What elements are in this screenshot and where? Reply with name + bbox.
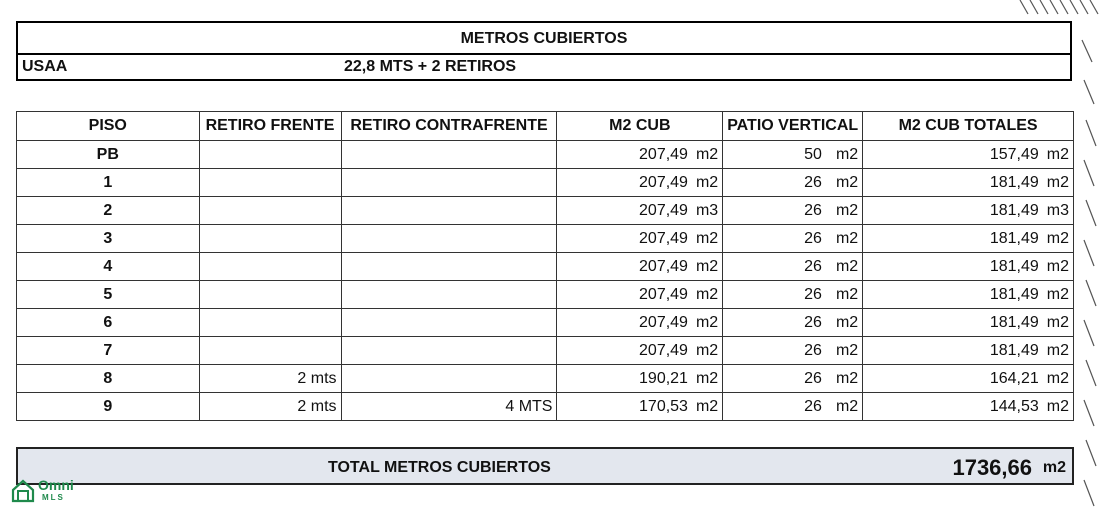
total-unit: m2 bbox=[1046, 285, 1069, 303]
total-unit: m2 bbox=[1046, 341, 1069, 359]
omni-mls-logo bbox=[10, 476, 90, 506]
cell-retiro-contrafrente bbox=[341, 141, 557, 169]
cell-patio-vertical bbox=[723, 309, 863, 337]
m2-cub-unit: m2 bbox=[695, 397, 719, 415]
total-unit: m2 bbox=[1046, 313, 1069, 331]
patio-unit: m2 bbox=[835, 201, 859, 219]
total-value: 181,49 bbox=[989, 257, 1039, 275]
cell-patio-vertical bbox=[723, 393, 863, 421]
cell-m2-cub bbox=[557, 281, 723, 309]
cell-patio-vertical bbox=[723, 169, 863, 197]
patio-value: 26 bbox=[804, 285, 822, 303]
cell-patio-vertical bbox=[723, 253, 863, 281]
cell-m2-cub-totales bbox=[863, 141, 1074, 169]
table-row bbox=[17, 337, 1074, 365]
cell-retiro-contrafrente bbox=[341, 337, 557, 365]
total-unit: m2 bbox=[1046, 257, 1069, 275]
cell-patio-vertical bbox=[723, 337, 863, 365]
cell-retiro-frente bbox=[199, 141, 341, 169]
cell-patio-vertical bbox=[723, 197, 863, 225]
total-unit: m2 bbox=[1046, 145, 1069, 163]
total-unit: m3 bbox=[1046, 201, 1069, 219]
patio-value: 26 bbox=[804, 173, 822, 191]
m2-cub-unit: m2 bbox=[695, 173, 719, 191]
cell-retiro-contrafrente bbox=[341, 281, 557, 309]
m2-cub-unit: m2 bbox=[695, 341, 719, 359]
page-title: METROS CUBIERTOS bbox=[18, 23, 1070, 55]
cell-patio-vertical bbox=[723, 281, 863, 309]
total-unit: m2 bbox=[1046, 229, 1069, 247]
cell-retiro-contrafrente bbox=[341, 197, 557, 225]
logo-name: Omni bbox=[38, 477, 74, 493]
cell-piso: 3 bbox=[17, 225, 200, 253]
patio-value: 26 bbox=[804, 229, 822, 247]
cell-m2-cub-totales bbox=[863, 169, 1074, 197]
m2-cub-value: 207,49 bbox=[639, 257, 688, 275]
cell-piso: PB bbox=[17, 141, 200, 169]
table-row bbox=[17, 197, 1074, 225]
cell-piso: 7 bbox=[17, 337, 200, 365]
m2-cub-unit: m2 bbox=[695, 369, 719, 387]
table-row bbox=[17, 141, 1074, 169]
patio-value: 26 bbox=[804, 397, 822, 415]
col-header-m2-cub-totales: M2 CUB TOTALES bbox=[863, 112, 1074, 141]
floor-area-table bbox=[16, 111, 1074, 421]
m2-cub-unit: m2 bbox=[695, 229, 719, 247]
total-value: 157,49 bbox=[989, 145, 1039, 163]
cell-retiro-contrafrente bbox=[341, 309, 557, 337]
cell-retiro-contrafrente bbox=[341, 253, 557, 281]
total-unit: m2 bbox=[1042, 459, 1066, 476]
table-header-row bbox=[17, 112, 1074, 141]
col-header-retiro-contrafrente: RETIRO CONTRAFRENTE bbox=[341, 112, 557, 141]
cell-m2-cub-totales bbox=[863, 197, 1074, 225]
patio-value: 26 bbox=[804, 369, 822, 387]
patio-unit: m2 bbox=[835, 369, 859, 387]
patio-unit: m2 bbox=[835, 229, 859, 247]
cell-piso: 6 bbox=[17, 309, 200, 337]
cell-m2-cub bbox=[557, 309, 723, 337]
cell-retiro-contrafrente: 4 MTS bbox=[341, 393, 557, 421]
patio-unit: m2 bbox=[835, 257, 859, 275]
cell-m2-cub bbox=[557, 141, 723, 169]
cell-retiro-frente bbox=[199, 281, 341, 309]
cell-piso: 4 bbox=[17, 253, 200, 281]
total-value: 181,49 bbox=[989, 341, 1039, 359]
patio-unit: m2 bbox=[835, 173, 859, 191]
total-value: 164,21 bbox=[989, 369, 1039, 387]
cell-retiro-frente bbox=[199, 253, 341, 281]
total-value: 144,53 bbox=[989, 397, 1039, 415]
total-value: 181,49 bbox=[989, 285, 1039, 303]
m2-cub-unit: m2 bbox=[695, 313, 719, 331]
cell-retiro-frente bbox=[199, 225, 341, 253]
cell-retiro-frente bbox=[199, 337, 341, 365]
cell-piso: 5 bbox=[17, 281, 200, 309]
m2-cub-value: 207,49 bbox=[639, 145, 688, 163]
cell-m2-cub bbox=[557, 225, 723, 253]
m2-cub-value: 170,53 bbox=[639, 397, 688, 415]
m2-cub-unit: m2 bbox=[695, 145, 719, 163]
total-unit: m2 bbox=[1046, 397, 1069, 415]
cell-retiro-contrafrente bbox=[341, 225, 557, 253]
table-row bbox=[17, 309, 1074, 337]
cell-patio-vertical bbox=[723, 141, 863, 169]
total-value: 181,49 bbox=[989, 201, 1039, 219]
cell-m2-cub-totales bbox=[863, 393, 1074, 421]
col-header-retiro-frente: RETIRO FRENTE bbox=[199, 112, 341, 141]
patio-value: 26 bbox=[804, 313, 822, 331]
col-header-piso: PISO bbox=[17, 112, 200, 141]
header-subrow bbox=[18, 55, 1070, 79]
m2-cub-value: 207,49 bbox=[639, 341, 688, 359]
m2-cub-value: 207,49 bbox=[639, 201, 688, 219]
m2-cub-value: 207,49 bbox=[639, 285, 688, 303]
cell-m2-cub-totales bbox=[863, 253, 1074, 281]
m2-cub-unit: m2 bbox=[695, 257, 719, 275]
cell-retiro-frente bbox=[199, 169, 341, 197]
cell-retiro-contrafrente bbox=[341, 169, 557, 197]
patio-unit: m2 bbox=[835, 285, 859, 303]
house-icon bbox=[10, 478, 36, 504]
cell-m2-cub bbox=[557, 337, 723, 365]
patio-unit: m2 bbox=[835, 341, 859, 359]
patio-value: 26 bbox=[804, 201, 822, 219]
cell-m2-cub-totales bbox=[863, 309, 1074, 337]
setback-note: 22,8 MTS + 2 RETIROS bbox=[344, 58, 517, 75]
cell-patio-vertical bbox=[723, 225, 863, 253]
cell-retiro-contrafrente bbox=[341, 365, 557, 393]
table-row bbox=[17, 253, 1074, 281]
logo-sub: MLS bbox=[42, 493, 65, 502]
patio-unit: m2 bbox=[835, 397, 859, 415]
cell-piso: 1 bbox=[17, 169, 200, 197]
cell-retiro-frente bbox=[199, 309, 341, 337]
cell-retiro-frente bbox=[199, 197, 341, 225]
table-row bbox=[17, 365, 1074, 393]
table-row bbox=[17, 169, 1074, 197]
cell-m2-cub-totales bbox=[863, 281, 1074, 309]
table-row bbox=[17, 281, 1074, 309]
total-value: 1736,66 bbox=[952, 455, 1032, 480]
patio-unit: m2 bbox=[835, 313, 859, 331]
cell-m2-cub bbox=[557, 393, 723, 421]
m2-cub-unit: m2 bbox=[695, 285, 719, 303]
table-row bbox=[17, 393, 1074, 421]
col-header-m2-cub: M2 CUB bbox=[557, 112, 723, 141]
patio-value: 26 bbox=[804, 257, 822, 275]
col-header-patio-vertical: PATIO VERTICAL bbox=[723, 112, 863, 141]
cell-m2-cub bbox=[557, 253, 723, 281]
m2-cub-value: 207,49 bbox=[639, 229, 688, 247]
cell-retiro-frente: 2 mts bbox=[199, 393, 341, 421]
table-row bbox=[17, 225, 1074, 253]
m2-cub-value: 207,49 bbox=[639, 173, 688, 191]
patio-value: 26 bbox=[804, 341, 822, 359]
header-box bbox=[16, 21, 1072, 81]
cell-piso: 2 bbox=[17, 197, 200, 225]
patio-value: 50 bbox=[804, 145, 822, 163]
m2-cub-unit: m3 bbox=[695, 201, 719, 219]
cell-m2-cub bbox=[557, 169, 723, 197]
zone-label: USAA bbox=[22, 58, 68, 75]
cell-m2-cub bbox=[557, 197, 723, 225]
cell-patio-vertical bbox=[723, 365, 863, 393]
cell-m2-cub-totales bbox=[863, 365, 1074, 393]
total-value: 181,49 bbox=[989, 229, 1039, 247]
m2-cub-value: 190,21 bbox=[639, 369, 688, 387]
cell-m2-cub-totales bbox=[863, 225, 1074, 253]
total-unit: m2 bbox=[1046, 173, 1069, 191]
cell-piso: 9 bbox=[17, 393, 200, 421]
total-label: TOTAL METROS CUBIERTOS bbox=[328, 459, 551, 476]
cell-m2-cub-totales bbox=[863, 337, 1074, 365]
cell-piso: 8 bbox=[17, 365, 200, 393]
total-unit: m2 bbox=[1046, 369, 1069, 387]
cell-retiro-frente: 2 mts bbox=[199, 365, 341, 393]
patio-unit: m2 bbox=[835, 145, 859, 163]
cell-m2-cub bbox=[557, 365, 723, 393]
total-value: 181,49 bbox=[989, 313, 1039, 331]
total-bar bbox=[16, 447, 1074, 485]
total-value: 181,49 bbox=[989, 173, 1039, 191]
m2-cub-value: 207,49 bbox=[639, 313, 688, 331]
